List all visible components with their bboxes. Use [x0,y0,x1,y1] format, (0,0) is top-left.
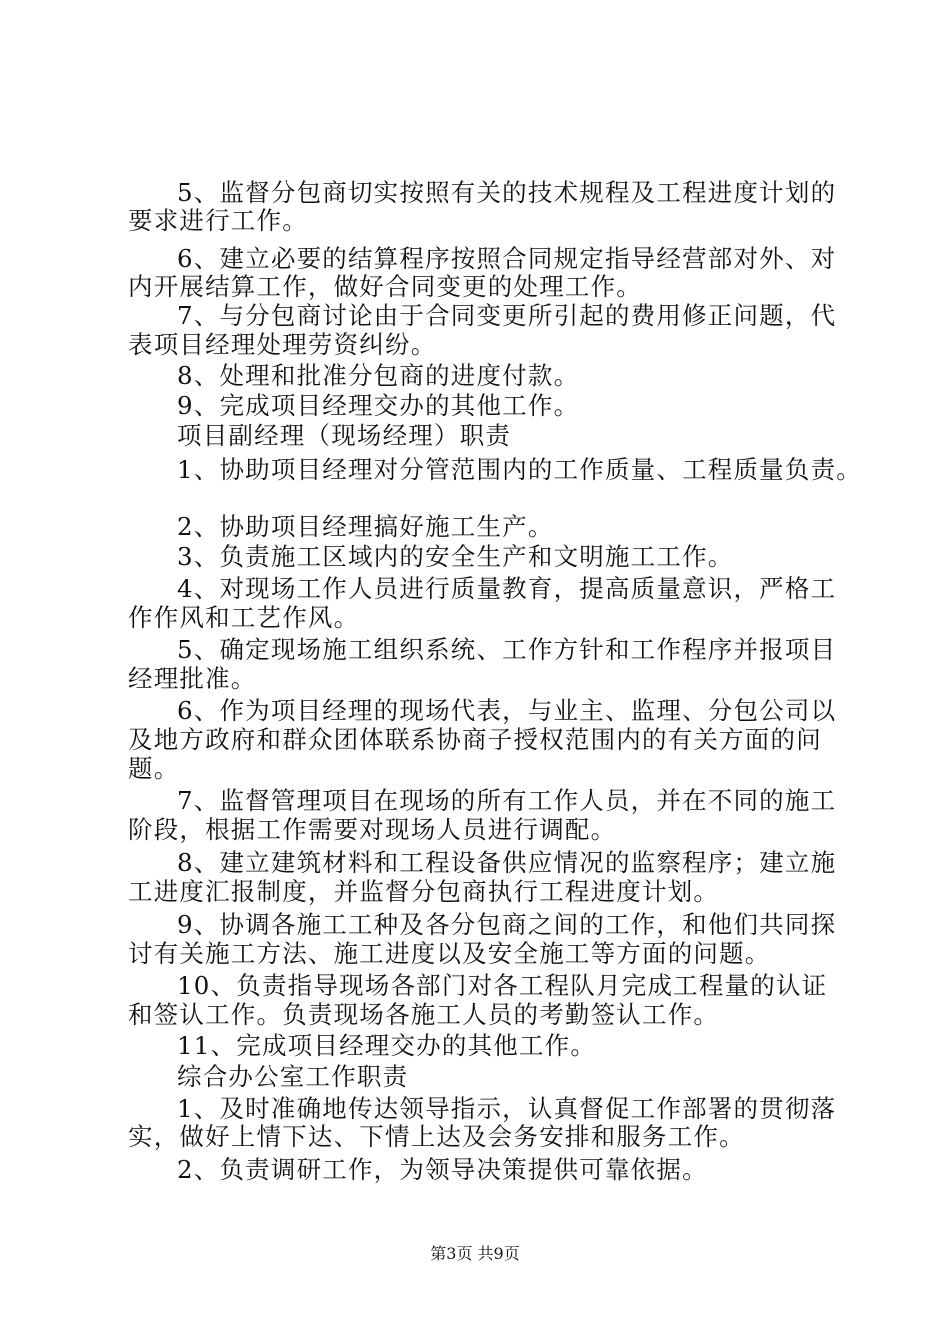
text-line: 表项目经理处理劳资纠纷。 [128,330,437,359]
text-line: 及地方政府和群众团体联系协商子授权范围内的有关方面的问 [128,725,822,754]
text-line: 5、确定现场施工组织系统、工作方针和工作程序并报项目 [177,635,837,664]
text-line: 1、协助项目经理对分管范围内的工作质量、工程质量负责。 [177,455,862,484]
text-line: 2、负责调研工作，为领导决策提供可靠依据。 [177,1155,708,1184]
text-line: 阶段，根据工作需要对现场人员进行调配。 [128,815,617,844]
text-line: 工进度汇报制度，并监督分包商执行工程进度计划。 [128,877,720,906]
text-line: 11、完成项目经理交办的其他工作。 [177,1031,597,1060]
text-line: 讨有关施工方法、施工进度以及安全施工等方面的问题。 [128,939,771,968]
text-line: 和签认工作。负责现场各施工人员的考勤签认工作。 [128,1000,720,1029]
text-line: 8、处理和批准分包商的进度付款。 [177,361,580,390]
text-line: 8、建立建筑材料和工程设备供应情况的监察程序；建立施 [177,848,837,877]
text-line: 4、对现场工作人员进行质量教育，提高质量意识，严格工 [177,574,837,603]
text-line: 题。 [128,754,180,783]
text-line: 3、负责施工区域内的安全生产和文明施工工作。 [177,542,734,571]
text-line: 9、协调各施工工种及各分包商之间的工作，和他们共同探 [177,910,837,939]
text-line: 9、完成项目经理交办的其他工作。 [177,391,580,420]
page-footer: 第3页 共9页 [430,1244,520,1263]
text-line: 10、负责指导现场各部门对各工程队月完成工程量的认证 [177,971,828,1000]
text-line: 要求进行工作。 [128,206,308,235]
text-line: 2、协助项目经理搞好施工生产。 [177,512,554,541]
text-line: 内开展结算工作，做好合同变更的处理工作。 [128,272,642,301]
section-heading: 项目副经理（现场经理）职责 [177,421,512,450]
text-line: 7、与分包商讨论由于合同变更所引起的费用修正问题，代 [177,301,837,330]
text-line: 实，做好上情下达、下情上达及会务安排和服务工作。 [128,1122,745,1151]
text-line: 作作风和工艺作风。 [128,603,360,632]
text-line: 6、建立必要的结算程序按照合同规定指导经营部对外、对 [177,244,837,273]
text-line: 5、监督分包商切实按照有关的技术规程及工程进度计划的 [177,178,837,207]
text-line: 6、作为项目经理的现场代表，与业主、监理、分包公司以 [177,696,837,725]
text-line: 7、监督管理项目在现场的所有工作人员，并在不同的施工 [177,786,837,815]
section-heading: 综合办公室工作职责 [177,1062,409,1091]
text-line: 1、及时准确地传达领导指示，认真督促工作部署的贯彻落 [177,1094,837,1123]
text-line: 经理批准。 [128,664,257,693]
